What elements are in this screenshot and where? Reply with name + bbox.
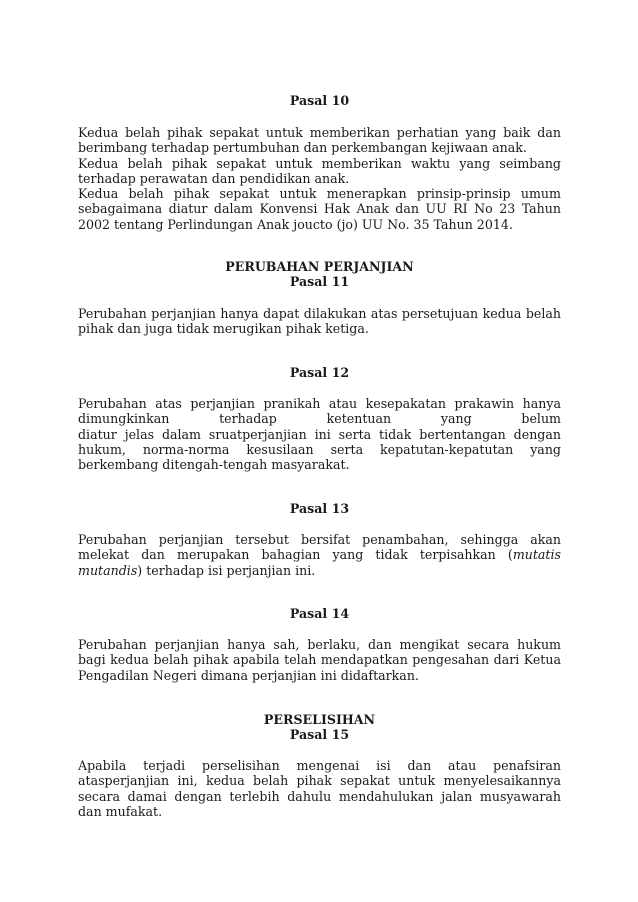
chapter-heading: PERUBAHAN PERJANJIAN [225, 259, 414, 274]
article-heading: Pasal 14 [289, 606, 350, 621]
paragraph-text: ) terhadap isi perjanjian ini. [137, 562, 316, 578]
article-heading: Pasal 15 [289, 727, 350, 742]
paragraph: Perubahan perjanjian hanya sah, berlaku, dan mengikat secara hukum bagi kedua belah pihak apabila telah mendapatkan pengesahan dari Ketua Pengadilan Negeri dimana perjanjian ini didaftarkan. [78, 637, 561, 683]
paragraph: Apabila terjadi perselisihan mengenai isi dan atau penafsiran atasperjanjian ini, kedua belah pihak sepakat untuk menyelesaikannya secara damai dengan terlebih dahulu mendahulukan jalan musyawarah dan mufakat. [78, 758, 561, 819]
article-heading: Pasal 13 [289, 501, 350, 516]
paragraph: Perubahan perjanjian hanya dapat dilakukan atas persetujuan kedua belah pihak dan juga tidak merugikan pihak ketiga. [78, 306, 561, 337]
article-body [78, 532, 561, 578]
article-heading: Pasal 12 [289, 365, 350, 380]
article-heading: Pasal 10 [289, 93, 350, 108]
article-body [78, 125, 561, 232]
paragraph: Kedua belah pihak sepakat untuk memberikan waktu yang seimbang terhadap perawatan dan pendidikan anak. [78, 155, 561, 186]
latin-term: mutandis [78, 562, 138, 578]
paragraph-line: berkembang ditengah-tengah masyarakat. [78, 457, 350, 473]
latin-term: mutatis [512, 547, 561, 563]
paragraph-line: Perubahan atas perjanjian pranikah atau kesepakatan prakawin hanya [78, 396, 561, 411]
article-body [78, 637, 561, 683]
article-body [78, 396, 561, 472]
article-body [78, 758, 561, 819]
article-heading: Pasal 11 [289, 274, 350, 289]
chapter-heading: PERSELISIHAN [263, 712, 376, 727]
paragraph-line: hukum, norma-norma kesusilaan serta kepatutan-kepatutan yang [78, 441, 561, 457]
article-body [78, 306, 561, 337]
paragraph: Kedua belah pihak sepakat untuk menerapkan prinsip-prinsip umum sebagaimana diatur dalam Konvensi Hak Anak dan UU RI No 23 Tahun 2002 tentang Perlindungan Anak joucto (jo) UU No. 35 Tahun 2014. [78, 186, 561, 232]
paragraph: Kedua belah pihak sepakat untuk memberikan perhatian yang baik dan berimbang terhadap pertumbuhan dan perkembangan kejiwaan anak. [78, 125, 561, 156]
paragraph [78, 532, 561, 578]
paragraph-line: dimungkinkan terhadap ketentuan yang belum [78, 411, 561, 427]
paragraph-text: Perubahan perjanjian tersebut bersifat penambahan, sehingga akan melekat dan merupakan bahagian yang tidak terpisahkan ( [78, 532, 561, 563]
paragraph-line: diatur jelas dalam sruatperjanjian ini serta tidak bertentangan dengan [78, 426, 561, 442]
